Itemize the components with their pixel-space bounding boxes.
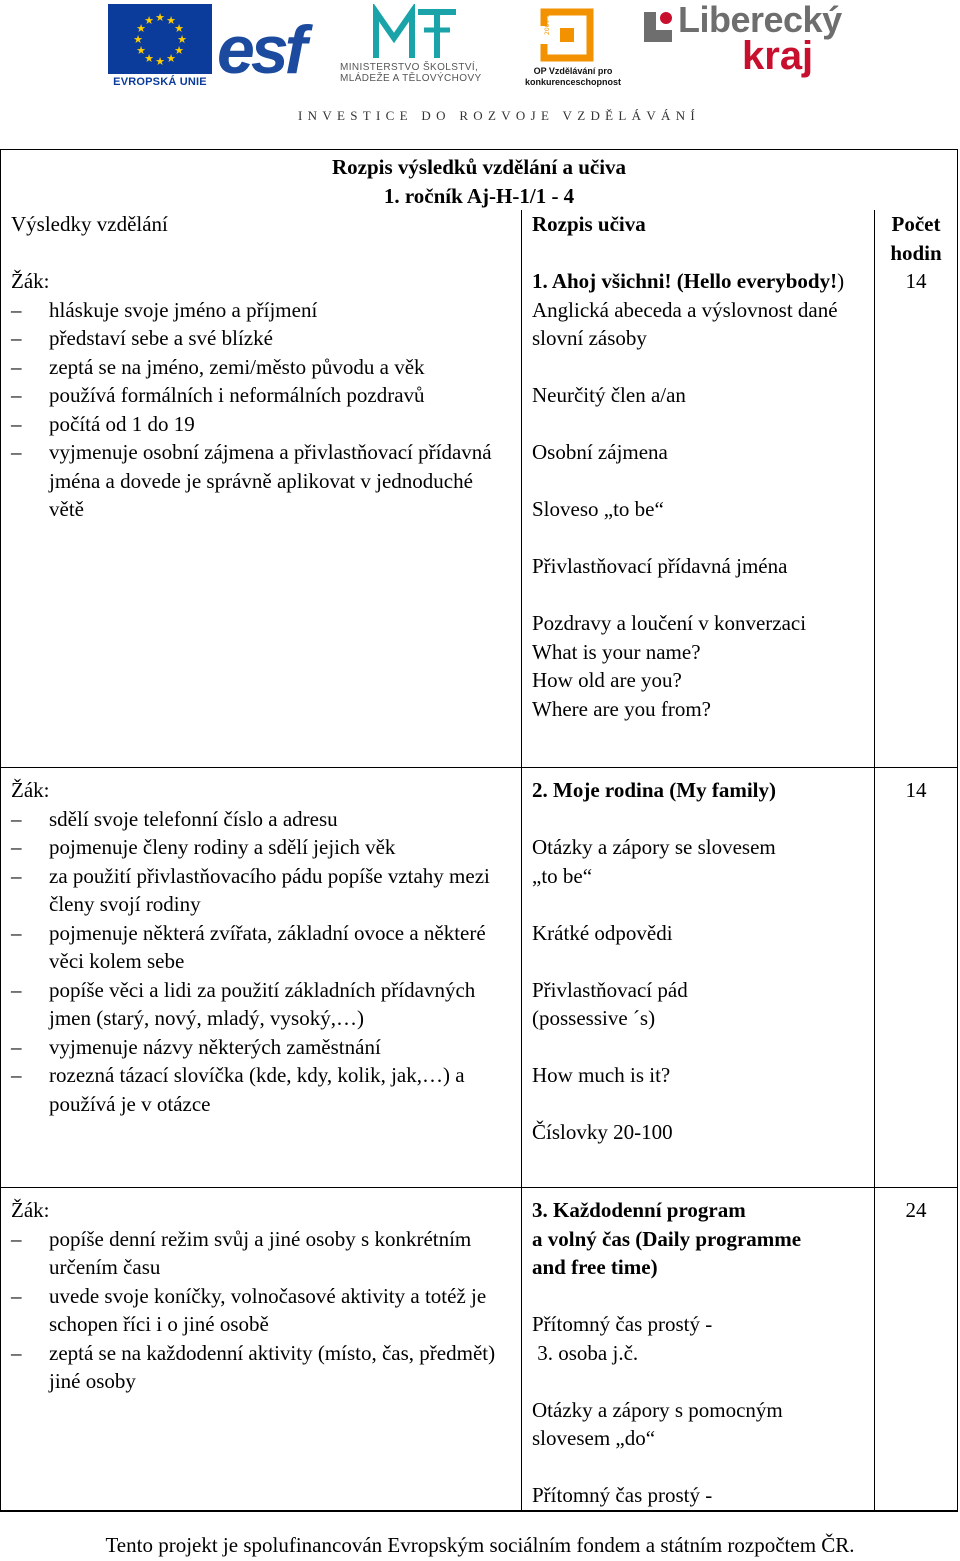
column-header-outcomes: Výsledky vzdělání — [1, 210, 522, 267]
hours-cell: 14 — [875, 267, 958, 768]
curriculum-item: Neurčitý člen a/an — [532, 383, 686, 407]
outcomes-list — [11, 296, 513, 524]
table-row — [1, 267, 958, 768]
footer-note: Tento projekt je spolufinancován Evropským sociálním fondem a státním rozpočtem ČR. — [105, 1533, 855, 1557]
logo-banner — [0, 0, 960, 130]
curriculum-item: Otázky a zápory se slovesem — [532, 835, 776, 859]
op-label: OP Vzdělávání pro konkurenceschopnost — [524, 66, 622, 87]
list-item: – rozezná tázací slovíčka (kde, kdy, kolik, jak,…) a používá je v otázce — [11, 1061, 513, 1118]
curriculum-item: Číslovky 20-100 — [532, 1120, 673, 1144]
curriculum-item: Přivlastňovací přídavná jména — [532, 554, 788, 578]
topic-heading: 2. Moje rodina (My family) — [532, 778, 776, 802]
column-header-curriculum: Rozpis učiva — [522, 210, 875, 267]
msmt-label: MINISTERSTVO ŠKOLSTVÍ, MLÁDEŽE A TĚLOVÝCHOVY — [340, 62, 482, 84]
svg-text:★: ★ — [136, 44, 146, 57]
curriculum-item: Osobní zájmena — [532, 440, 668, 464]
title-row — [1, 150, 958, 211]
svg-text:★: ★ — [174, 22, 184, 35]
list-item: – popíše denní režim svůj a jiné osoby s konkrétním určením času — [11, 1225, 513, 1282]
list-item: – pojmenuje členy rodiny a sdělí jejich věk — [11, 833, 513, 862]
list-item: – sdělí svoje telefonní číslo a adresu — [11, 805, 513, 834]
curriculum-item: What is your name? — [532, 639, 701, 664]
list-item: – zeptá se na jméno, zemi/město původu a věk — [11, 353, 513, 382]
hours-cell: 14 — [875, 768, 958, 1188]
curriculum-item: „to be“ — [532, 863, 593, 888]
esf-logo: esf — [217, 12, 304, 88]
liberec-line2: kraj — [742, 34, 814, 78]
curriculum-item: Přivlastňovací pád — [532, 977, 688, 1002]
tagline: INVESTICE DO ROZVOJE VZDĚLÁVÁNÍ — [298, 108, 701, 123]
curriculum-cell — [522, 1188, 875, 1511]
msmt-logo — [372, 4, 460, 62]
svg-text:★: ★ — [166, 52, 176, 65]
svg-text:★: ★ — [155, 11, 165, 24]
svg-text:★: ★ — [144, 52, 154, 65]
curriculum-item: Sloveso „to be“ — [532, 497, 664, 521]
curriculum-item: How much is it? — [532, 1063, 671, 1087]
student-label: Žák: — [11, 778, 50, 802]
topic-heading-tail: ) — [837, 269, 845, 293]
op-logo — [536, 4, 598, 66]
curriculum-cell — [522, 768, 875, 1188]
eu-flag-logo — [108, 4, 212, 74]
list-item: – pojmenuje některá zvířata, základní ovoce a některé věci kolem sebe — [11, 919, 513, 976]
curriculum-item: Otázky a zápory s pomocným — [532, 1397, 783, 1422]
topic-heading: and free time) — [532, 1255, 658, 1279]
student-label: Žák: — [11, 1198, 50, 1222]
topic-heading — [532, 267, 866, 296]
curriculum-item: How old are you? — [532, 668, 682, 692]
list-item: – představí sebe a své blízké — [11, 324, 513, 353]
curriculum-table — [0, 149, 958, 1512]
svg-text:★: ★ — [136, 22, 146, 35]
list-item: – vyjmenuje názvy některých zaměstnání — [11, 1033, 513, 1062]
list-item: – používá formálních i neformálních pozdravů — [11, 381, 513, 410]
list-item: – uvede svoje koníčky, volnočasové aktivity a totéž je schopen říci i o jiné osobě — [11, 1282, 513, 1339]
liberecky-kraj-logo — [638, 0, 858, 88]
list-item: – popíše věci a lidi za použití základních přídavných jmen (starý, nový, mladý, vysoký,…) — [11, 976, 513, 1033]
curriculum-item: Anglická abeceda a výslovnost dané slovní zásoby — [532, 297, 838, 350]
svg-text:★: ★ — [144, 14, 154, 27]
header-row — [1, 210, 958, 267]
list-item: – zeptá se na každodenní aktivity (místo, čas, předmět) jiné osoby — [11, 1339, 513, 1396]
document-subtitle: 1. ročník Aj-H-1/1 - 4 — [383, 183, 575, 208]
curriculum-item: Where are you from? — [532, 696, 711, 721]
outcomes-cell — [1, 768, 522, 1188]
table-row — [1, 1188, 958, 1511]
curriculum-item: 3. osoba j.č. — [532, 1340, 639, 1365]
liberec-emblem-icon — [638, 6, 678, 46]
svg-text:★: ★ — [133, 33, 143, 46]
list-item: – počítá od 1 do 19 — [11, 410, 513, 439]
curriculum-item: slovesem „do“ — [532, 1426, 656, 1450]
liberec-line1: Liberecký — [678, 0, 842, 40]
curriculum-cell — [522, 267, 875, 768]
list-item: – vyjmenuje osobní zájmena a přivlastňovací přídavná jména a dovede je správně aplikovat v jednoduché větě — [11, 438, 513, 524]
curriculum-item: Pozdravy a loučení v konverzaci — [532, 611, 807, 635]
svg-text:★: ★ — [166, 14, 176, 27]
title-cell — [1, 150, 958, 211]
student-label: Žák: — [11, 269, 50, 293]
outcomes-list — [11, 805, 513, 1119]
curriculum-item: Přítomný čas prostý - — [532, 1312, 713, 1336]
curriculum-item: Krátké odpovědi — [532, 920, 673, 945]
svg-text:★: ★ — [155, 55, 165, 68]
topic-heading: a volný čas (Daily programme — [532, 1226, 802, 1251]
column-header-hours: Počet hodin — [875, 210, 958, 267]
topic-heading-bold: 1. Ahoj všichni! (Hello everybody! — [532, 269, 838, 293]
list-item: – za použití přivlastňovacího pádu popíše vztahy mezi členy svojí rodiny — [11, 862, 513, 919]
outcomes-cell — [1, 1188, 522, 1511]
hours-cell: 24 — [875, 1188, 958, 1511]
eu-label: EVROPSKÁ UNIE — [113, 76, 207, 88]
document-title: Rozpis výsledků vzdělání a učiva — [331, 155, 627, 179]
outcomes-list — [11, 1225, 513, 1396]
list-item: – hláskuje svoje jméno a příjmení — [11, 296, 513, 325]
svg-text:★: ★ — [174, 44, 184, 57]
topic-heading: 3. Každodenní program — [532, 1198, 746, 1222]
outcomes-cell — [1, 267, 522, 768]
table-row — [1, 768, 958, 1188]
curriculum-item: Přítomný čas prostý - — [532, 1483, 713, 1507]
curriculum-item: (possessive ´s) — [532, 1006, 656, 1030]
op-years-label: 2007-13 — [544, 9, 551, 35]
svg-text:★: ★ — [177, 33, 187, 46]
